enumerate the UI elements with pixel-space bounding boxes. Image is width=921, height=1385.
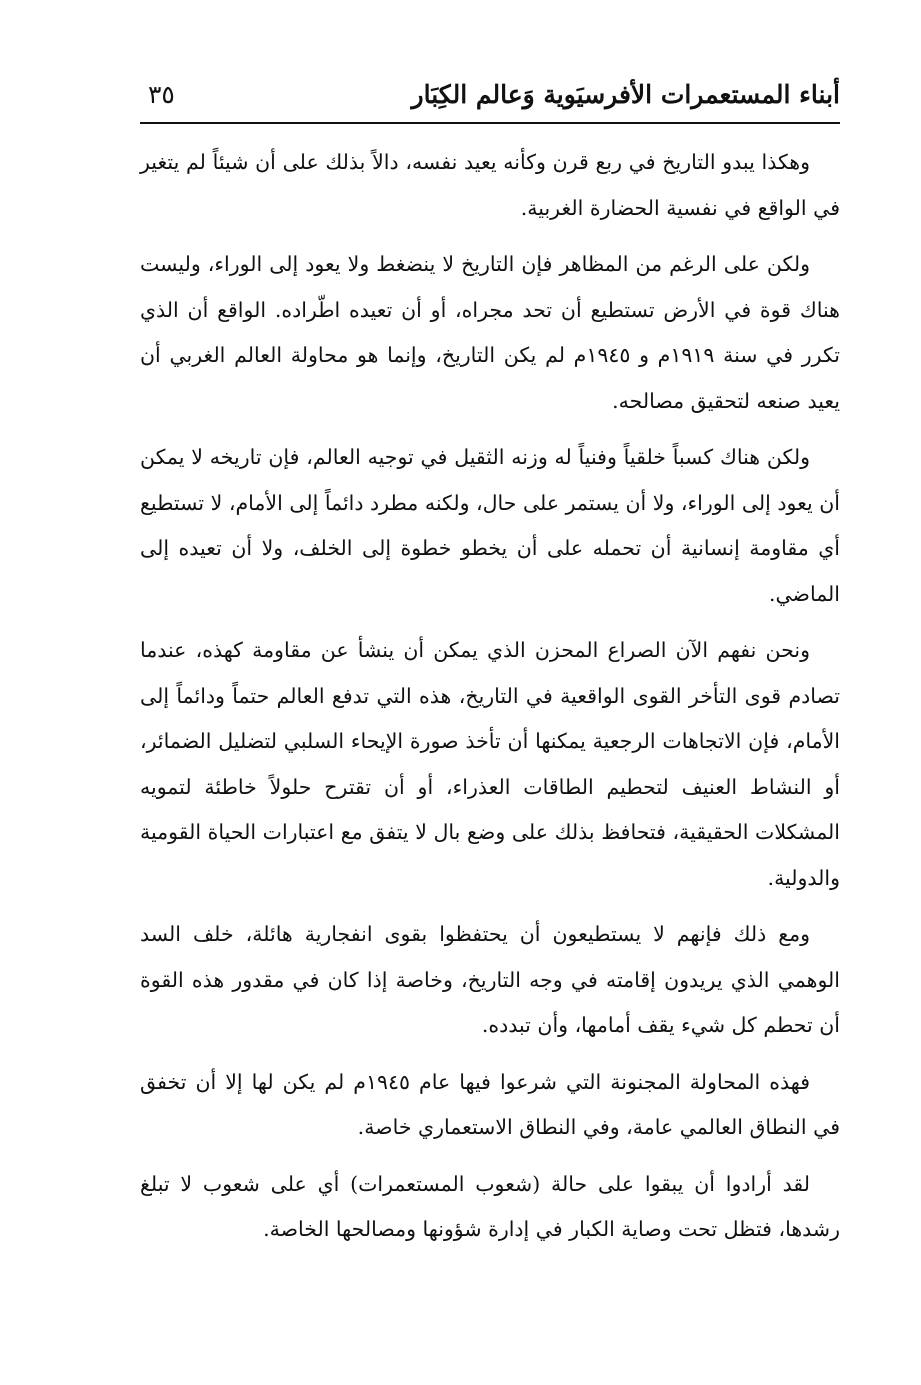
paragraph-4: ونحن نفهم الآن الصراع المحزن الذي يمكن أن ينشأ عن مقاومة كهذه، عندما تصادم قوى التأخر القوى الواقعية في التاريخ، هذه التي تدفع العالم حتماً ودائماً إلى الأمام، فإن الاتجاهات الرجعية يمكنها أن تأخذ صورة الإيحاء السلبي لتضليل الضمائر، أو النشاط العنيف لتحطيم الطاقات العذراء، أو أن تقترح حلولاً خاطئة لتمويه المشكلات الحقيقية، فتحافظ بذلك على وضع بال لا يتفق مع اعتبارات الحياة القومية والدولية. (140, 638, 840, 890)
book-page (140, 78, 840, 1264)
paragraph-3: ولكن هناك كسباً خلقياً وفنياً له وزنه الثقيل في توجيه العالم، فإن تاريخه لا يمكن أن يعود إلى الوراء، ولا أن يستمر على حال، ولكنه مطرد دائماً إلى الأمام، لا تستطيع أي مقاومة إنسانية أن تحمله على أن يخطو خطوة إلى الخلف، ولا أن تعيده إلى الماضي. (140, 445, 840, 606)
body-text (140, 140, 840, 1253)
paragraph-7: لقد أرادوا أن يبقوا على حالة (شعوب المستعمرات) أي على شعوب لا تبلغ رشدها، فتظل تحت وصاية الكبار في إدارة شؤونها ومصالحها الخاصة. (140, 1171, 840, 1241)
page-number: ٣٥ (148, 80, 175, 109)
paragraph-1: وهكذا يبدو التاريخ في ربع قرن وكأنه يعيد نفسه، دالاً بذلك على أن شيئاً لم يتغير في الواقع في نفسية الحضارة الغربية. (140, 150, 840, 220)
running-header (140, 78, 840, 124)
running-header-title: أبناء المستعمرات الأفرسيَوية وَعالم الكِبَار (411, 80, 840, 109)
paragraph-2: ولكن على الرغم من المظاهر فإن التاريخ لا ينضغط ولا يعود إلى الوراء، وليست هناك قوة في الأرض تستطيع أن تحد مجراه، أو أن تعيده اطّراده. الواقع أن الذي تكرر في سنة ١٩١٩م و ١٩٤٥م لم يكن التاريخ، وإنما هو محاولة العالم الغربي أن يعيد صنعه لتحقيق مصالحه. (140, 252, 840, 413)
paragraph-6: فهذه المحاولة المجنونة التي شرعوا فيها عام ١٩٤٥م لم يكن لها إلا أن تخفق في النطاق العالمي عامة، وفي النطاق الاستعماري خاصة. (140, 1069, 840, 1139)
paragraph-5: ومع ذلك فإنهم لا يستطيعون أن يحتفظوا بقوى انفجارية هائلة، خلف السد الوهمي الذي يريدون إقامته في وجه التاريخ، وخاصة إذا كان في مقدور هذه القوة أن تحطم كل شيء يقف أمامها، وأن تبدده. (140, 922, 840, 1037)
